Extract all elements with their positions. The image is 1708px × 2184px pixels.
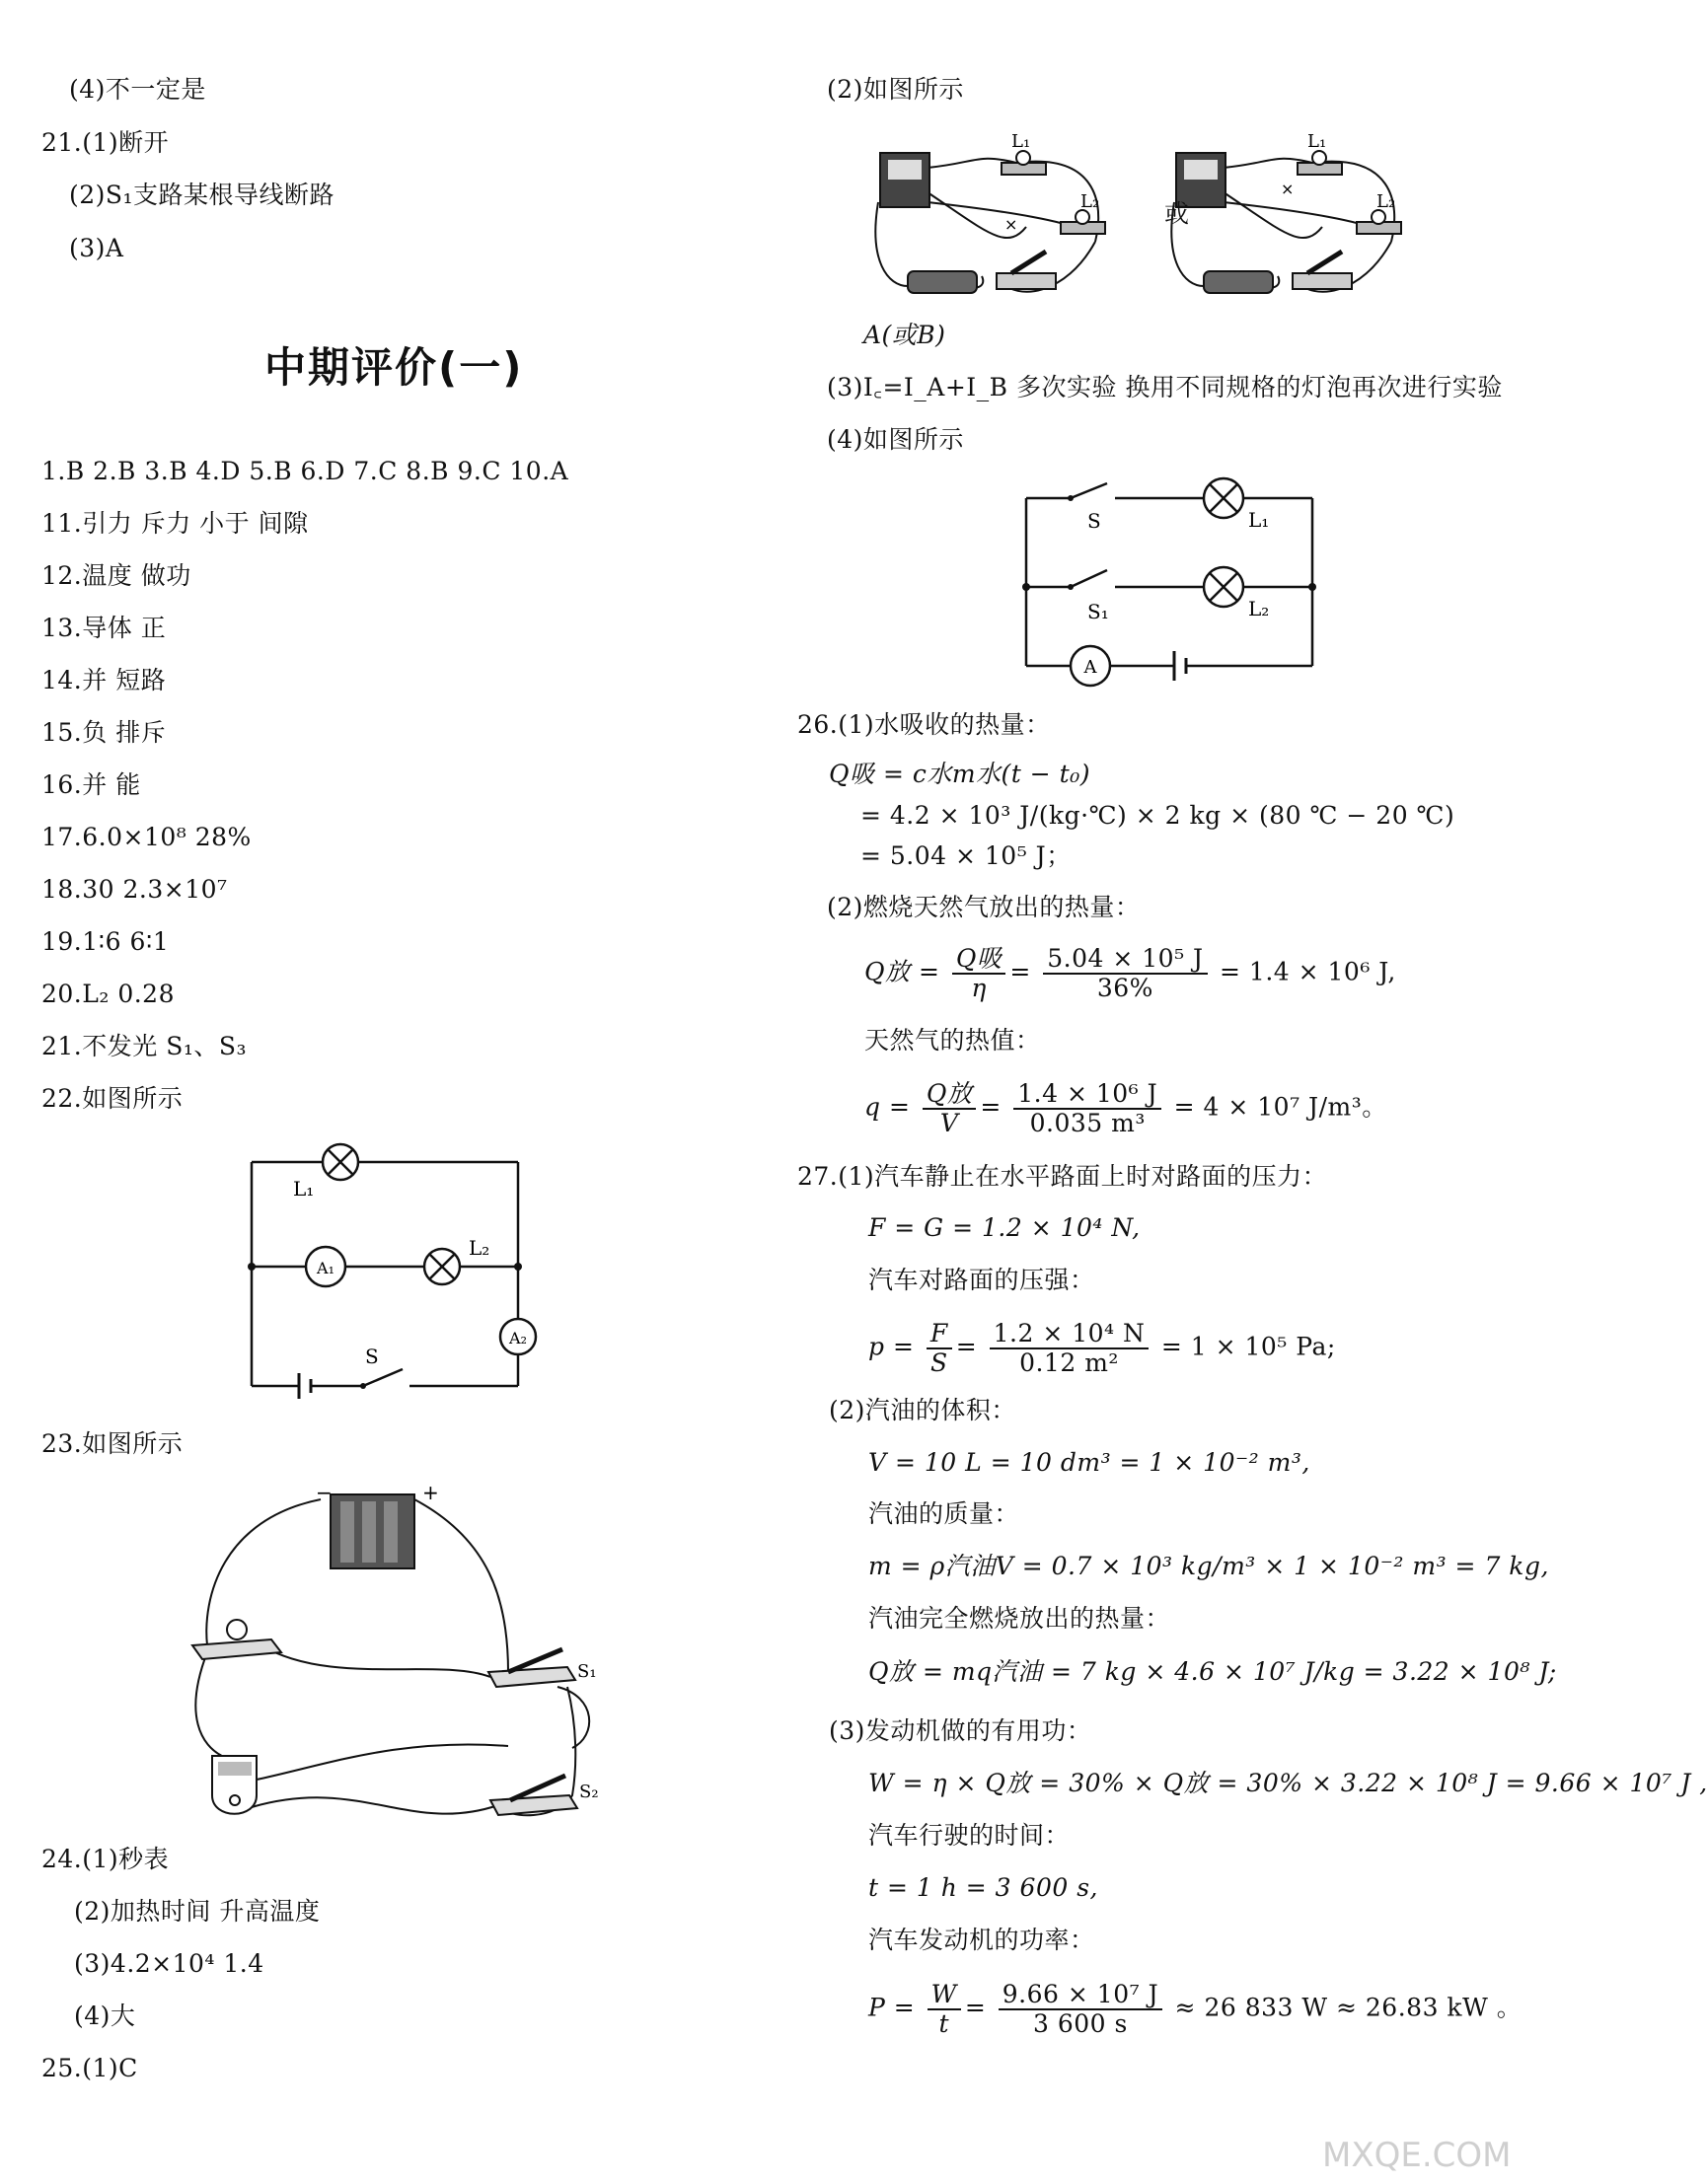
answer-line: 21.(1)断开 — [41, 128, 170, 157]
answer-line: 汽油完全燃烧放出的热量： — [868, 1604, 1171, 1633]
answer-line: 14.并 短路 — [41, 666, 167, 694]
formula-line: p = $\frac{F}{S}$ = $\frac{\text{1.2 × 10⁴ N}}{\text{0.12 m²}}$ = 1 × 10⁵ Pa; — [868, 1319, 1336, 1377]
answer-line: 汽车行驶的时间： — [868, 1821, 1071, 1850]
formula-line: = 5.04 × 10⁵ J； — [860, 841, 1072, 870]
label-L1: L₁ — [1248, 508, 1270, 532]
formula-line: V = 10 L = 10 dm³ = 1 × 10⁻² m³, — [868, 1448, 1310, 1477]
formula-line: q = $\frac{\text{Q放}}{V}$ = $\frac{\text{1.4 × 10⁶ J}}{\text{0.035 m³}}$ = 4 × 10⁷ J/m³。 — [864, 1079, 1387, 1137]
battery-minus-label: − — [316, 1481, 333, 1504]
answer-line: A(或B) — [863, 321, 946, 349]
label-S1: S₁ — [577, 1661, 597, 1682]
label-L1: L₁ — [1307, 131, 1327, 152]
answer-line: 26.(1)水吸收的热量： — [797, 710, 1051, 739]
formula-line: = 4.2 × 10³ J/(kg·℃) × 2 kg × (80 ℃ − 20 ℃) — [860, 801, 1455, 830]
answer-line: (4)大 — [74, 2002, 136, 2030]
formula-line: Q吸 = c水m水(t − t₀) — [829, 760, 1091, 788]
label-L2: L₂ — [1248, 597, 1270, 620]
label-S: S — [365, 1345, 379, 1368]
answer-line: 1.B 2.B 3.B 4.D 5.B 6.D 7.C 8.B 9.C 10.A — [41, 457, 569, 485]
answer-line: (2)如图所示 — [827, 75, 964, 104]
battery-plus-label: + — [422, 1481, 439, 1504]
or-label: 或 — [1164, 199, 1190, 228]
formula-line: t = 1 h = 3 600 s, — [868, 1873, 1098, 1902]
label-L1: L₁ — [293, 1177, 315, 1201]
answer-line: 汽车对路面的压强： — [868, 1266, 1095, 1294]
answer-line: 20.L₂ 0.28 — [41, 980, 175, 1008]
label-S2: S₂ — [579, 1782, 599, 1802]
answer-line: 汽车发动机的功率： — [868, 1926, 1095, 1954]
answer-line: 19.1∶6 6∶1 — [41, 927, 170, 956]
formula-line: m = ρ汽油V = 0.7 × 10³ kg/m³ × 1 × 10⁻² m³ = 7 kg, — [868, 1552, 1549, 1580]
answer-line: 15.负 排斥 — [41, 718, 167, 747]
answer-line: (4)如图所示 — [827, 425, 964, 454]
watermark: MXQE.COM — [1322, 2136, 1512, 2175]
label-S: S — [1087, 509, 1101, 533]
formula-line: P = $\frac{W}{t}$ = $\frac{\text{9.66 × 10⁷ J}}{3 600 s}$ ≈ 26 833 W ≈ 26.83 kW 。 — [868, 1980, 1522, 2038]
answer-line: 13.导体 正 — [41, 614, 167, 642]
answer-line: 16.并 能 — [41, 770, 141, 799]
svg-text:×: × — [1004, 215, 1018, 234]
answer-line: (2)加热时间 升高温度 — [74, 1897, 321, 1926]
svg-text:×: × — [1281, 180, 1295, 198]
wiring-picture-23 — [183, 1480, 597, 1855]
answer-line: (2)燃烧天然气放出的热量： — [827, 893, 1141, 921]
label-L2: L₂ — [1080, 191, 1100, 212]
section-title: 中期评价(一) — [264, 343, 524, 392]
answer-line: (3)4.2×10⁴ 1.4 — [74, 1949, 264, 1978]
formula-line: Q放 = mq汽油 = 7 kg × 4.6 × 10⁷ J/kg = 3.22 × 10⁸ J; — [868, 1657, 1557, 1686]
ammeter-A2-label: A₂ — [509, 1329, 527, 1347]
answer-line: (3)发动机做的有用功： — [829, 1716, 1092, 1745]
label-L2: L₂ — [469, 1236, 490, 1260]
answer-line: 24.(1)秒表 — [41, 1845, 170, 1873]
answer-line: 12.温度 做功 — [41, 561, 191, 590]
answer-line: 21.不发光 S₁、S₃ — [41, 1032, 248, 1060]
answer-line: 23.如图所示 — [41, 1429, 184, 1458]
answer-line: 22.如图所示 — [41, 1084, 184, 1113]
answer-line: (2)S₁支路某根导线断路 — [69, 181, 335, 209]
label-L2: L₂ — [1376, 191, 1396, 212]
ammeter-label: A — [1083, 657, 1097, 678]
answer-line: (2)汽油的体积： — [829, 1396, 1016, 1424]
label-L1: L₁ — [1011, 131, 1031, 152]
answer-line: (3)A — [69, 234, 124, 262]
answer-line: 17.6.0×10⁸ 28% — [41, 823, 252, 851]
formula-line: W = η × Q放 = 30% × Q放 = 30% × 3.22 × 10⁸ J = 9.66 × 10⁷ J , — [868, 1769, 1708, 1797]
circuit-diagram-22 — [237, 1134, 562, 1401]
answer-line: (4)不一定是 — [69, 75, 206, 104]
label-S1: S₁ — [1087, 600, 1109, 623]
circuit-diagram-25-4 — [1016, 483, 1322, 691]
answer-line: 天然气的热值： — [864, 1026, 1041, 1055]
formula-line: Q放 = $\frac{\text{Q吸}}{\eta}$ = $\frac{\text{5.04 × 10⁵ J}}{36\%}$ = 1.4 × 10⁶ J, — [864, 944, 1396, 1002]
answer-line: 25.(1)C — [41, 2054, 138, 2082]
answer-line: 18.30 2.3×10⁷ — [41, 875, 228, 904]
answer-line: 11.引力 斥力 小于 间隙 — [41, 509, 309, 538]
formula-line: F = G = 1.2 × 10⁴ N, — [868, 1213, 1141, 1242]
answer-line: 汽油的质量： — [868, 1499, 1020, 1528]
answer-line: 27.(1)汽车静止在水平路面上时对路面的压力： — [797, 1162, 1328, 1191]
answer-line: (3)I꜀=I_A+I_B 多次实验 换用不同规格的灯泡再次进行实验 — [827, 373, 1503, 401]
ammeter-A1-label: A₁ — [317, 1259, 334, 1277]
